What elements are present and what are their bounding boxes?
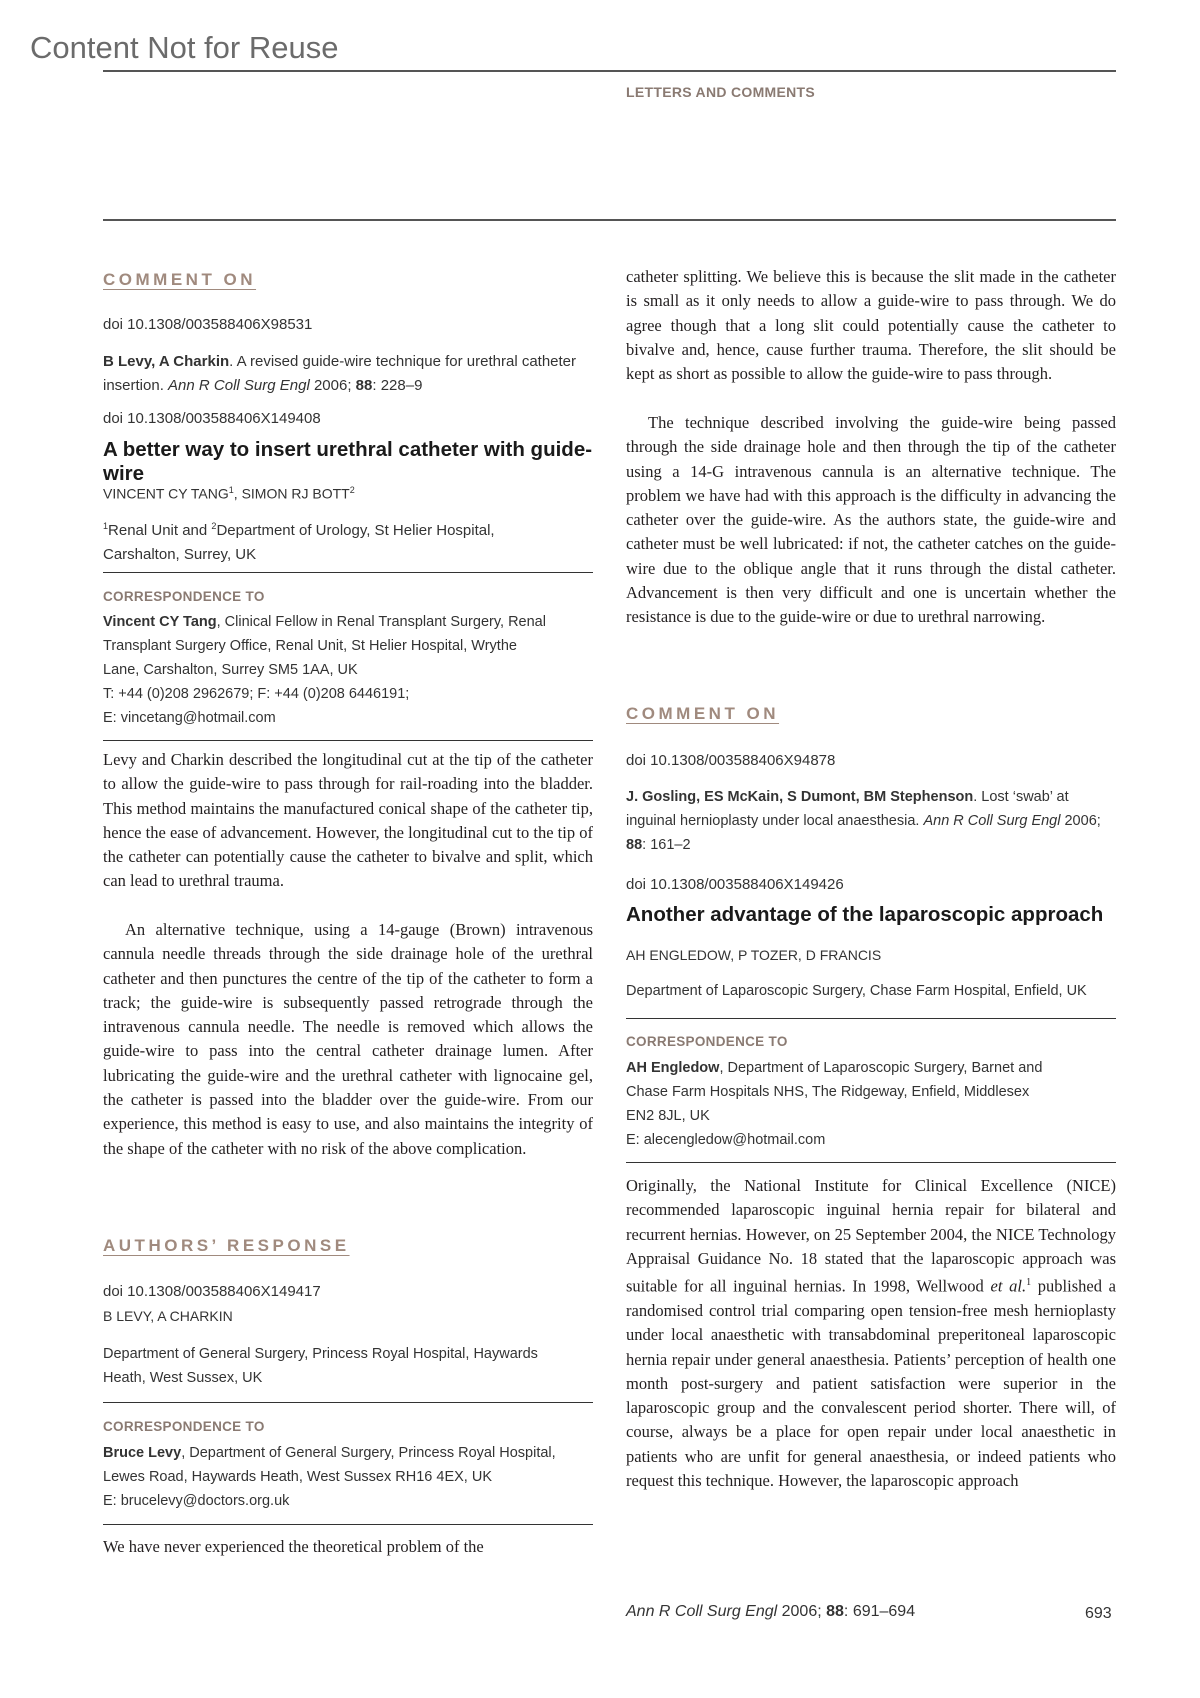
letter-paragraph-1: Levy and Charkin described the longitudinal cut at the tip of the catheter to allow the guide-wire to pass through for rail-roading into the bladder. This method maintains the manufactured conical shape of the catheter tip, hence the ease of advancement. However, the longitudinal cut to the tip of the catheter can potentially cause the catheter to bivalve and split, which can lead to urethral trauma. xyxy=(103,750,593,891)
resp-correspondence-label: CORRESPONDENCE TO xyxy=(103,1419,265,1434)
page-number: 693 xyxy=(1085,1605,1112,1622)
footer-volume: 88 xyxy=(826,1603,844,1620)
affil-sup-2: 2 xyxy=(211,521,217,531)
watermark-text: Content Not for Reuse xyxy=(30,30,339,65)
resp-corr-email[interactable]: E: brucelevy@doctors.org.uk xyxy=(103,1493,290,1509)
header-bottom-rule xyxy=(103,219,1116,221)
original-doi: doi 10.1308/003588406X98531 xyxy=(103,316,313,333)
correspondence-label-2: CORRESPONDENCE TO xyxy=(626,1034,788,1049)
letter-affiliation xyxy=(103,514,495,567)
authors-response-heading: AUTHORS’ RESPONSE xyxy=(103,1236,350,1255)
resp-corr-name: Bruce Levy xyxy=(103,1445,182,1461)
comment-on-heading-2: COMMENT ON xyxy=(626,704,780,723)
affil-rule-2 xyxy=(626,1018,1116,1019)
original-citation-2 xyxy=(626,785,1116,857)
letter-author-2-sup: 2 xyxy=(349,485,355,495)
resp-correspondence-block xyxy=(103,1441,593,1513)
footer-citation xyxy=(626,1603,915,1621)
letter-2-ref-sup: 1 xyxy=(1026,1277,1032,1289)
corr-2-email[interactable]: E: alecengledow@hotmail.com xyxy=(626,1132,826,1148)
comment-on-heading: COMMENT ON xyxy=(103,270,257,289)
letter-author-2: , SIMON RJ BOTT xyxy=(233,485,350,502)
letter-authors-2: AH ENGLEDOW, P TOZER, D FRANCIS xyxy=(626,947,882,963)
corr-2-line-3: EN2 8JL, UK xyxy=(626,1108,710,1124)
corr-rule-2 xyxy=(626,1162,1116,1163)
original-citation-journal: Ann R Coll Surg Engl xyxy=(168,377,310,394)
footer-journal: Ann R Coll Surg Engl xyxy=(626,1603,778,1620)
response-authors: B LEVY, A CHARKIN xyxy=(103,1308,233,1324)
letter-author-1: VINCENT CY TANG xyxy=(103,485,229,502)
corr-line-2: Transplant Surgery Office, Renal Unit, St Helier Hospital, Wrythe xyxy=(103,638,517,654)
response-doi: doi 10.1308/003588406X149417 xyxy=(103,1283,321,1300)
letter-doi-2: doi 10.1308/003588406X149426 xyxy=(626,876,844,893)
corr-line-4: T: +44 (0)208 2962679; F: +44 (0)208 6446191; xyxy=(103,686,410,702)
letter-2-paragraph-a: Originally, the National Institute for Clinical Excellence (NICE) recommended laparoscopic inguinal hernia repair for bilateral and recurrent hernias. However, on 25 September 2004, the NICE Technology Appraisal Guidance No. 18 stated that the laparoscopic approach was suitable for all inguinal hernias. In 1998, Wellwood xyxy=(626,1176,1116,1296)
corr-2-line-1: , Department of Laparoscopic Surgery, Barnet and xyxy=(719,1060,1043,1076)
correspondence-label: CORRESPONDENCE TO xyxy=(103,589,265,604)
letter-doi: doi 10.1308/003588406X149408 xyxy=(103,410,321,427)
corr-rule xyxy=(103,740,593,741)
affil-part-a: Renal Unit and xyxy=(108,522,212,539)
letter-author-1-sup: 1 xyxy=(228,485,234,495)
original-citation-pages: : 228–9 xyxy=(372,377,423,394)
resp-corr-rule xyxy=(103,1524,593,1525)
resp-corr-line-1: , Department of General Surgery, Princess Royal Hospital, xyxy=(181,1445,556,1461)
corr-2-line-2: Chase Farm Hospitals NHS, The Ridgeway, Enfield, Middlesex xyxy=(626,1084,1030,1100)
original-citation-title: . A revised guide-wire technique for urethral catheter insertion. xyxy=(103,353,577,394)
letter-title-2: Another advantage of the laparoscopic approach xyxy=(626,903,1104,926)
letter-2-etal: et al. xyxy=(990,1276,1027,1296)
corr-name: Vincent CY Tang xyxy=(103,614,217,630)
affil-part-c: Carshalton, Surrey, UK xyxy=(103,546,257,563)
resp-affil-2: Heath, West Sussex, UK xyxy=(103,1370,263,1386)
original-citation-volume: 88 xyxy=(355,377,373,394)
affil-sup-1: 1 xyxy=(103,521,109,531)
resp-affil-1: Department of General Surgery, Princess Royal Hospital, Haywards xyxy=(103,1346,538,1362)
original-citation xyxy=(103,350,593,398)
corr-line-1: , Clinical Fellow in Renal Transplant Surgery, Renal xyxy=(216,614,546,630)
letter-2-paragraph-b: published a randomised control trial comparing open tension-free mesh hernioplasty under local anaesthetic with transabdominal preperitoneal laparoscopic hernia repair under general anaesthesia. Patients’ perception of health one month post-surgery and patient satisfaction were superior in the laparoscopic group and the convalescent period shorter. There will, of course, always be a place for open repair under local anaesthetic in patients who are unfit for general anaesthesia, or indeed patients who request this technique. However, the laparoscopic approach xyxy=(626,1276,1116,1491)
footer-pages: : 691–694 xyxy=(843,1603,916,1620)
footer-year: 2006; xyxy=(777,1603,827,1620)
letter-title: A better way to insert urethral catheter with guide-wire xyxy=(103,438,593,485)
affil-part-b: Department of Urology, St Helier Hospital, xyxy=(216,522,495,539)
resp-affil-rule xyxy=(103,1402,593,1403)
resp-corr-line-2: Lewes Road, Haywards Heath, West Sussex RH16 4EX, UK xyxy=(103,1469,492,1485)
letter-authors xyxy=(103,478,355,506)
response-paragraph-2: The technique described involving the guide-wire being passed through the side drainage hole and then through the tip of the catheter using a 14-G intravenous cannula is an alternative technique. The problem we have had with this approach is the difficulty in advancing the catheter over the guide-wire. As the authors state, the guide-wire and catheter must be well lubricated: if not, the catheter catches on the guide-wire due to the oblique angle that it runs through the distal catheter. Advancement is then very difficult and one is uncertain whether the resistance is due to the guide-wire or due to urethral narrowing. xyxy=(626,413,1116,627)
letter-affiliation-2: Department of Laparoscopic Surgery, Chase Farm Hospital, Enfield, UK xyxy=(626,983,1087,999)
response-paragraph-continued: catheter splitting. We believe this is because the slit made in the catheter is small as it only needs to allow a guide-wire to pass through. We do agree though that a long slit could potentially cause the catheter to bivalve and, hence, cause further trauma. Therefore, the slit should be kept as short as possible to allow the guide-wire to pass through. xyxy=(626,267,1116,384)
original-doi-2: doi 10.1308/003588406X94878 xyxy=(626,752,836,769)
original-citation-2-journal: Ann R Coll Surg Engl xyxy=(923,813,1061,829)
corr-name-2: AH Engledow xyxy=(626,1060,720,1076)
original-citation-2-title: . Lost ‘swab’ at inguinal hernioplasty under local anaesthesia. xyxy=(626,789,1069,829)
correspondence-block-2 xyxy=(626,1056,1116,1152)
running-head: LETTERS AND COMMENTS xyxy=(626,84,816,100)
original-citation-year: 2006; xyxy=(309,377,356,394)
response-paragraph-start: We have never experienced the theoretical problem of the xyxy=(103,1537,484,1556)
letter-2-paragraph xyxy=(626,1174,1116,1493)
corr-email[interactable]: E: vincetang@hotmail.com xyxy=(103,710,276,726)
original-citation-2-volume: 88 xyxy=(626,837,643,853)
original-citation-2-year: 2006; xyxy=(1060,813,1101,829)
original-citation-authors: B Levy, A Charkin xyxy=(103,353,230,370)
response-affiliation xyxy=(103,1342,538,1390)
affil-rule xyxy=(103,572,593,573)
original-citation-2-pages: : 161–2 xyxy=(642,837,691,853)
header-top-rule xyxy=(103,70,1116,72)
corr-line-3: Lane, Carshalton, Surrey SM5 1AA, UK xyxy=(103,662,358,678)
letter-paragraph-2: An alternative technique, using a 14-gauge (Brown) intravenous cannula needle threads through the side drainage hole of the urethral catheter and then punctures the centre of the tip of the catheter to form a track; the guide-wire is subsequently passed retrograde through the intravenous cannula needle. The needle is removed which allows the guide-wire to pass into the central catheter drainage lumen. After lubricating the guide-wire and the urethral catheter with lignocaine gel, the catheter is passed into the bladder over the guide-wire. From our experience, this method is easy to use, and also maintains the integrity of the shape of the catheter with no risk of the above complication. xyxy=(103,920,593,1158)
correspondence-block xyxy=(103,610,593,730)
original-citation-2-authors: J. Gosling, ES McKain, S Dumont, BM Stephenson xyxy=(626,789,974,805)
